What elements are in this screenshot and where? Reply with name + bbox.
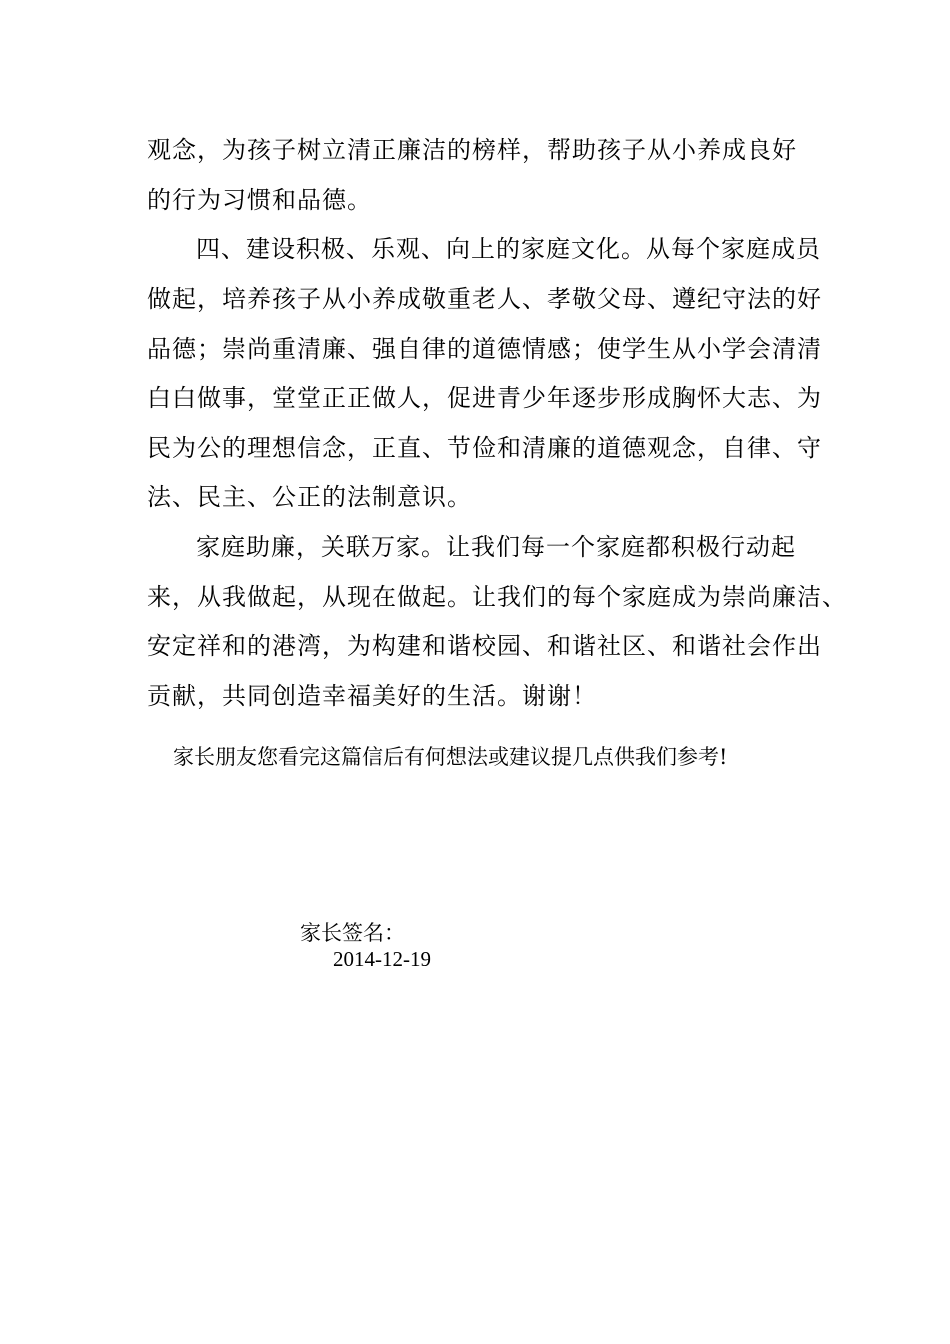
paragraph-line: 贡献，共同创造幸福美好的生活。谢谢！ — [147, 682, 597, 710]
paragraph-line: 的行为习惯和品德。 — [147, 186, 372, 214]
paragraph-line: 品德；崇尚重清廉、强自律的道德情感；使学生从小学会清清 — [147, 335, 822, 363]
paragraph-line: 做起，培养孩子从小养成敬重老人、孝敬父母、遵纪守法的好 — [147, 285, 822, 313]
paragraph-line: 白白做事，堂堂正正做人，促进青少年逐步形成胸怀大志、为 — [147, 384, 822, 412]
paragraph-line: 法、民主、公正的法制意识。 — [147, 483, 472, 511]
paragraph-line: 观念，为孩子树立清正廉洁的榜样，帮助孩子从小养成良好 — [147, 136, 797, 164]
feedback-question: 家长朋友您看完这篇信后有何想法或建议提几点供我们参考! — [173, 745, 728, 769]
paragraph-line: 来，从我做起，从现在做起。让我们的每个家庭成为崇尚廉洁、 — [147, 583, 847, 611]
paragraph-line: 民为公的理想信念，正直、节俭和清廉的道德观念，自律、守 — [147, 434, 822, 462]
parent-signature-label: 家长签名： — [300, 921, 405, 945]
signature-date: 2014-12-19 — [333, 947, 431, 971]
paragraph-line: 安定祥和的港湾，为构建和谐校园、和谐社区、和谐社会作出 — [147, 632, 822, 660]
paragraph-line: 四、建设积极、乐观、向上的家庭文化。从每个家庭成员 — [196, 235, 821, 263]
paragraph-line: 家庭助廉，关联万家。让我们每一个家庭都积极行动起 — [196, 533, 796, 561]
